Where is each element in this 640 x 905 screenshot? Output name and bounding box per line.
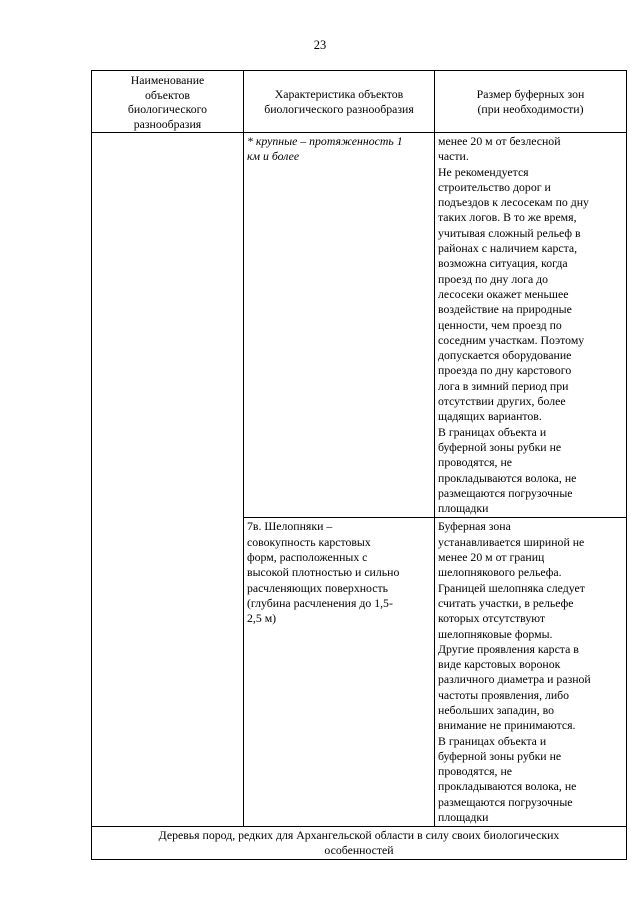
- header-object-characteristic: Характеристика объектов биологического разнообразия: [244, 71, 435, 133]
- buffer-cell-shelopnyaki: Буферная зона устанавливается шириной не менее 20 м от границ шелопнякового рельефа. Границей шелопняка следует считать участки, в рельефе которых отсутствуют шелопняковые формы. Другие проявления карста в виде карстовых воронок различного диаметра и разной частоты проявления, либо небольших западин, во внимание не принимаются. В границах объекта и буферной зоны рубки не проводятся, не прокладываются волока, не размещаются погрузочные площадки: [435, 518, 627, 827]
- table-header-row: [92, 71, 627, 133]
- object-name-cell: [92, 133, 244, 827]
- page-number: 23: [313, 38, 327, 52]
- header-object-name: Наименование объектов биологического разнообразия: [92, 71, 244, 133]
- table-row: [92, 133, 627, 518]
- section-header-row: [92, 827, 627, 860]
- section-title-rare-trees: Деревья пород, редких для Архангельской области в силу своих биологических особенностей: [92, 827, 627, 860]
- characteristic-cell-large-logs: * крупные – протяженность 1 км и более: [244, 133, 435, 518]
- buffer-zone-table: [91, 70, 627, 860]
- buffer-cell-large-logs: менее 20 м от безлесной части. Не рекомендуется строительство дорог и подъездов к лесосекам по дну таких логов. В то же время, учитывая сложный рельеф в районах с наличием карста, возможна ситуация, когда проезд по дну лога до лесосеки окажет меньшее воздействие на природные ценности, чем проезд по соседним участкам. Поэтому допускается оборудование проезда по дну карстового лога в зимний период при отсутствии других, более щадящих вариантов. В границах объекта и буферной зоны рубки не проводятся, не прокладываются волока, не размещаются погрузочные площадки: [435, 133, 627, 518]
- characteristic-cell-shelopnyaki: 7в. Шелопняки – совокупность карстовых форм, расположенных с высокой плотностью и сильно расчленяющих поверхность (глубина расчленения до 1,5- 2,5 м): [244, 518, 435, 827]
- header-buffer-size: Размер буферных зон (при необходимости): [435, 71, 627, 133]
